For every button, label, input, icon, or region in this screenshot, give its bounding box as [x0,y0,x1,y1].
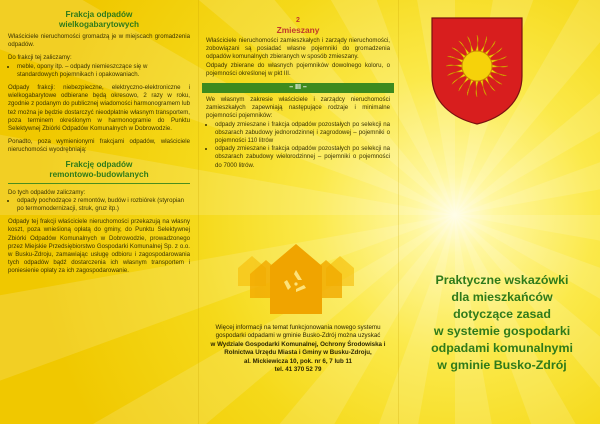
construction-waste-title [0,160,198,180]
contact-address: al. Mickiewicza 10, pok. nr 6, 7 lub 11 [244,357,352,365]
bulky-note: Ponadto, poza wymienionymi frakcjami odpadów, właściciele nieruchomości wyodrębniają: [8,138,190,154]
construction-details: Odpady tej frakcji właściciele nieruchomości przekazują na własny koszt, poza wnieśioną opłatą do gminy, do Punktu Selektywnej Zbiórki Odpadów Komunalnych w Dobrowodzie, prowadzonego przez Miejskie Przedsiębiorstwo Gospodarki Komunalnej Sp. z o.o. w Busku-Zdroju, zamawiając usługę odbioru i zagospodarowania tych odpadów bądź dostarczenia ich własnym transportem i poniesienie opłaty za ich zagospodarowanie. [8,218,190,275]
bulky-waste-title [0,10,198,30]
left-panel [0,0,198,424]
bulky-includes-label: Do frakcji tej zaliczamy: [8,54,72,62]
construction-items-list [8,197,190,213]
brochure-tagline [412,272,592,374]
contact-intro: Więcej informacji na temat funkcjonowania nowego systemu gospodarki odpadami w gminie Busko-Zdrój można uzyskać [215,324,381,340]
list-item: • meble, opony itp. – odpady niemieszczące się w standardowych pojemnikach i opakowaniach. [17,63,190,79]
tagline-line-2: dla mieszkańców [451,290,553,304]
list-item: • odpady zmieszane i frakcja odpadów pozostałych po selekcji na obszarach zabudowy wielorodzinnej – pojemniki o pojemności do 7000 litrów. [215,145,390,170]
construction-title-line-2: remontowo-budowlanych [49,169,149,179]
section-iii-bar: – III – [202,83,394,93]
tagline-line-4: w systemie gospodarki [433,324,571,338]
mixed-waste-text-2: Odpady zbierane do własnych pojemników dowolnego koloru, o pojemności określonej w pkt III. [206,61,390,77]
right-panel [398,0,600,424]
tagline-line-3: dotyczące zasad [453,307,551,321]
section-iii-intro: We własnym zakresie właściciele i zarządcy nieruchomości zamieszkałych zapewniają następujące rodzaje i minimalne pojemności pojemników: [206,96,390,120]
list-item: • odpady pochodzące z remontów, budów i rozbiórek (styropian po termomodernizacji, struk, gruz itp.) [17,197,190,213]
tagline-line-6: w gminie Busko-Zdrój [437,358,567,372]
contact-info [206,324,390,374]
section-number: 2 [296,17,300,24]
bulky-title-line-2: wielkogabarytowych [58,20,140,29]
mixed-waste-text: Właściciele nieruchomości zamieszkałych i zarządy nieruchomości, zobowiązani są posiadać własne pojemniki do gromadzenia odpadów komunalnych zbieranych w sposób zmieszany. [206,37,390,61]
contact-phone: tel. 41 370 52 79 [274,366,322,374]
municipality-crest [428,14,526,126]
construction-includes-label: Do tych odpadów zaliczamy: [8,188,86,196]
middle-panel [198,0,398,424]
list-item: • odpady zmieszane i frakcja odpadów pozostałych po selekcji na obszarach zabudowy jednorodzinnej i zagrodowej – pojemniki o pojemności 110 litrów [215,121,390,146]
bulky-details: Odpady frakcji: niebezpieczne, elektryczno-elektroniczne i wielkogabarytowe odbierane będą okresowo, 2 razy w roku, zgodnie z podanym do publicznej wiadomości harmonogramem lub też można je będzie dostarczyć nieodpłatnie własnym transportem, poza terminem określonym w harmonogramie do Punktu Selektywnej Zbiórki Odpadów Komunalnych w Dobrowodzie. [8,84,190,133]
recycling-houses-illustration [236,236,356,316]
bulky-intro: Właściciele nieruchomości gromadzą je w miejscach gromadzenia odpadów. [8,33,190,49]
bulky-items-list [8,63,190,79]
section-divider [8,183,190,184]
container-list [206,121,390,170]
contact-office: w Wydziale Gospodarki Komunalnej, Ochrony Środowiska i Rolnictwa Urzędu Miasta i Gminy w Busku-Zdroju, [210,340,386,357]
tagline-line-5: odpadami komunalnymi [431,341,573,355]
mixed-waste-title: Zmieszany [276,25,320,35]
construction-title-line-1: Frakcję odpadów [65,159,133,169]
bulky-title-line-1: Frakcja odpadów [65,10,133,19]
tagline-line-1: Praktyczne wskazówki [435,273,569,287]
